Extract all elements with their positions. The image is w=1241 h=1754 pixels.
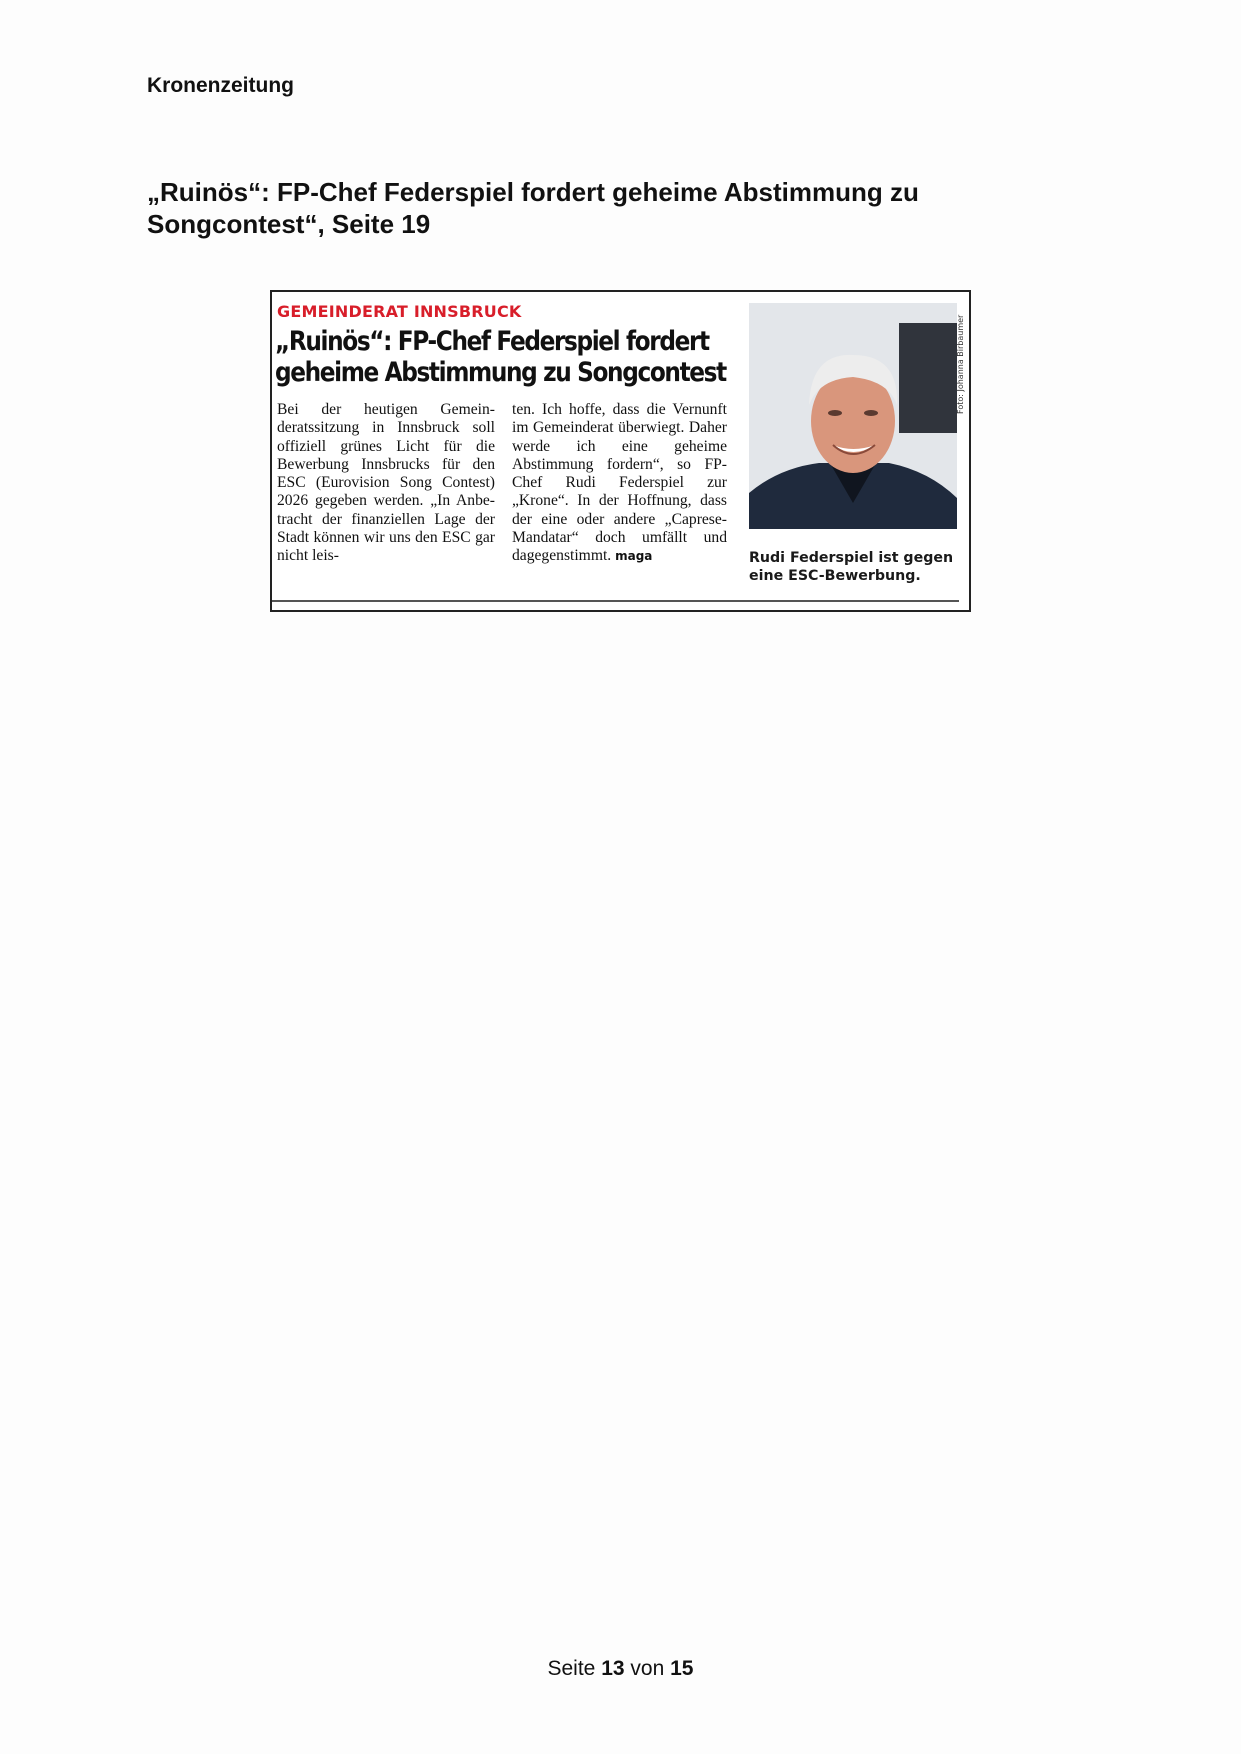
page-footer (0, 1657, 1241, 1681)
footer-page-total: 15 (670, 1657, 694, 1680)
article-column-2 (512, 401, 727, 566)
byline: maga (615, 549, 653, 564)
newspaper-clipping (270, 290, 971, 612)
clipping-rule (272, 600, 959, 602)
clipping-kicker: GEMEINDERAT INNSBRUCK (277, 302, 522, 321)
footer-page-number: 13 (601, 1657, 625, 1680)
photo-caption: Rudi Federspiel ist gegen eine ESC-Bewerbung. (749, 550, 954, 584)
footer-middle: von (630, 1657, 665, 1680)
portrait-photo (749, 303, 957, 529)
headline-line-2: geheime Abstimmung zu Songcontest (275, 357, 726, 388)
clipping-headline (275, 326, 726, 388)
headline-line-1: „Ruinös“: FP-Chef Federspiel fordert (275, 326, 709, 357)
photo-credit: Foto: Johanna Birbaumer (956, 314, 965, 414)
source-name: Kronenzeitung (147, 74, 294, 97)
footer-prefix: Seite (547, 1657, 596, 1680)
article-column-1: Bei der heutigen Gemeinderatssitzung in Innsbruck soll offiziell grünes Licht für die Bewerbung Innsbrucks für den ESC (Eurovision Song Contest) 2026 gegeben werden. „In Anbetracht der finanziellen Lage der Stadt können wir uns den ESC gar nicht leis- (277, 401, 495, 565)
page-title: „Ruinös“: FP-Chef Federspiel fordert geheime Abstimmung zu Songcontest“, Seite 19 (147, 177, 919, 239)
article-column-2-text: ten. Ich hoffe, dass die Vernunft im Gemeinderat überwiegt. Daher werde ich eine geheime Abstimmung fordern“, so FP-Chef Rudi Federspiel zur „Krone“. In der Hoffnung, dass der eine oder andere „Caprese-Mandatar“ doch umfällt und dagegenstimmt. (512, 401, 727, 565)
